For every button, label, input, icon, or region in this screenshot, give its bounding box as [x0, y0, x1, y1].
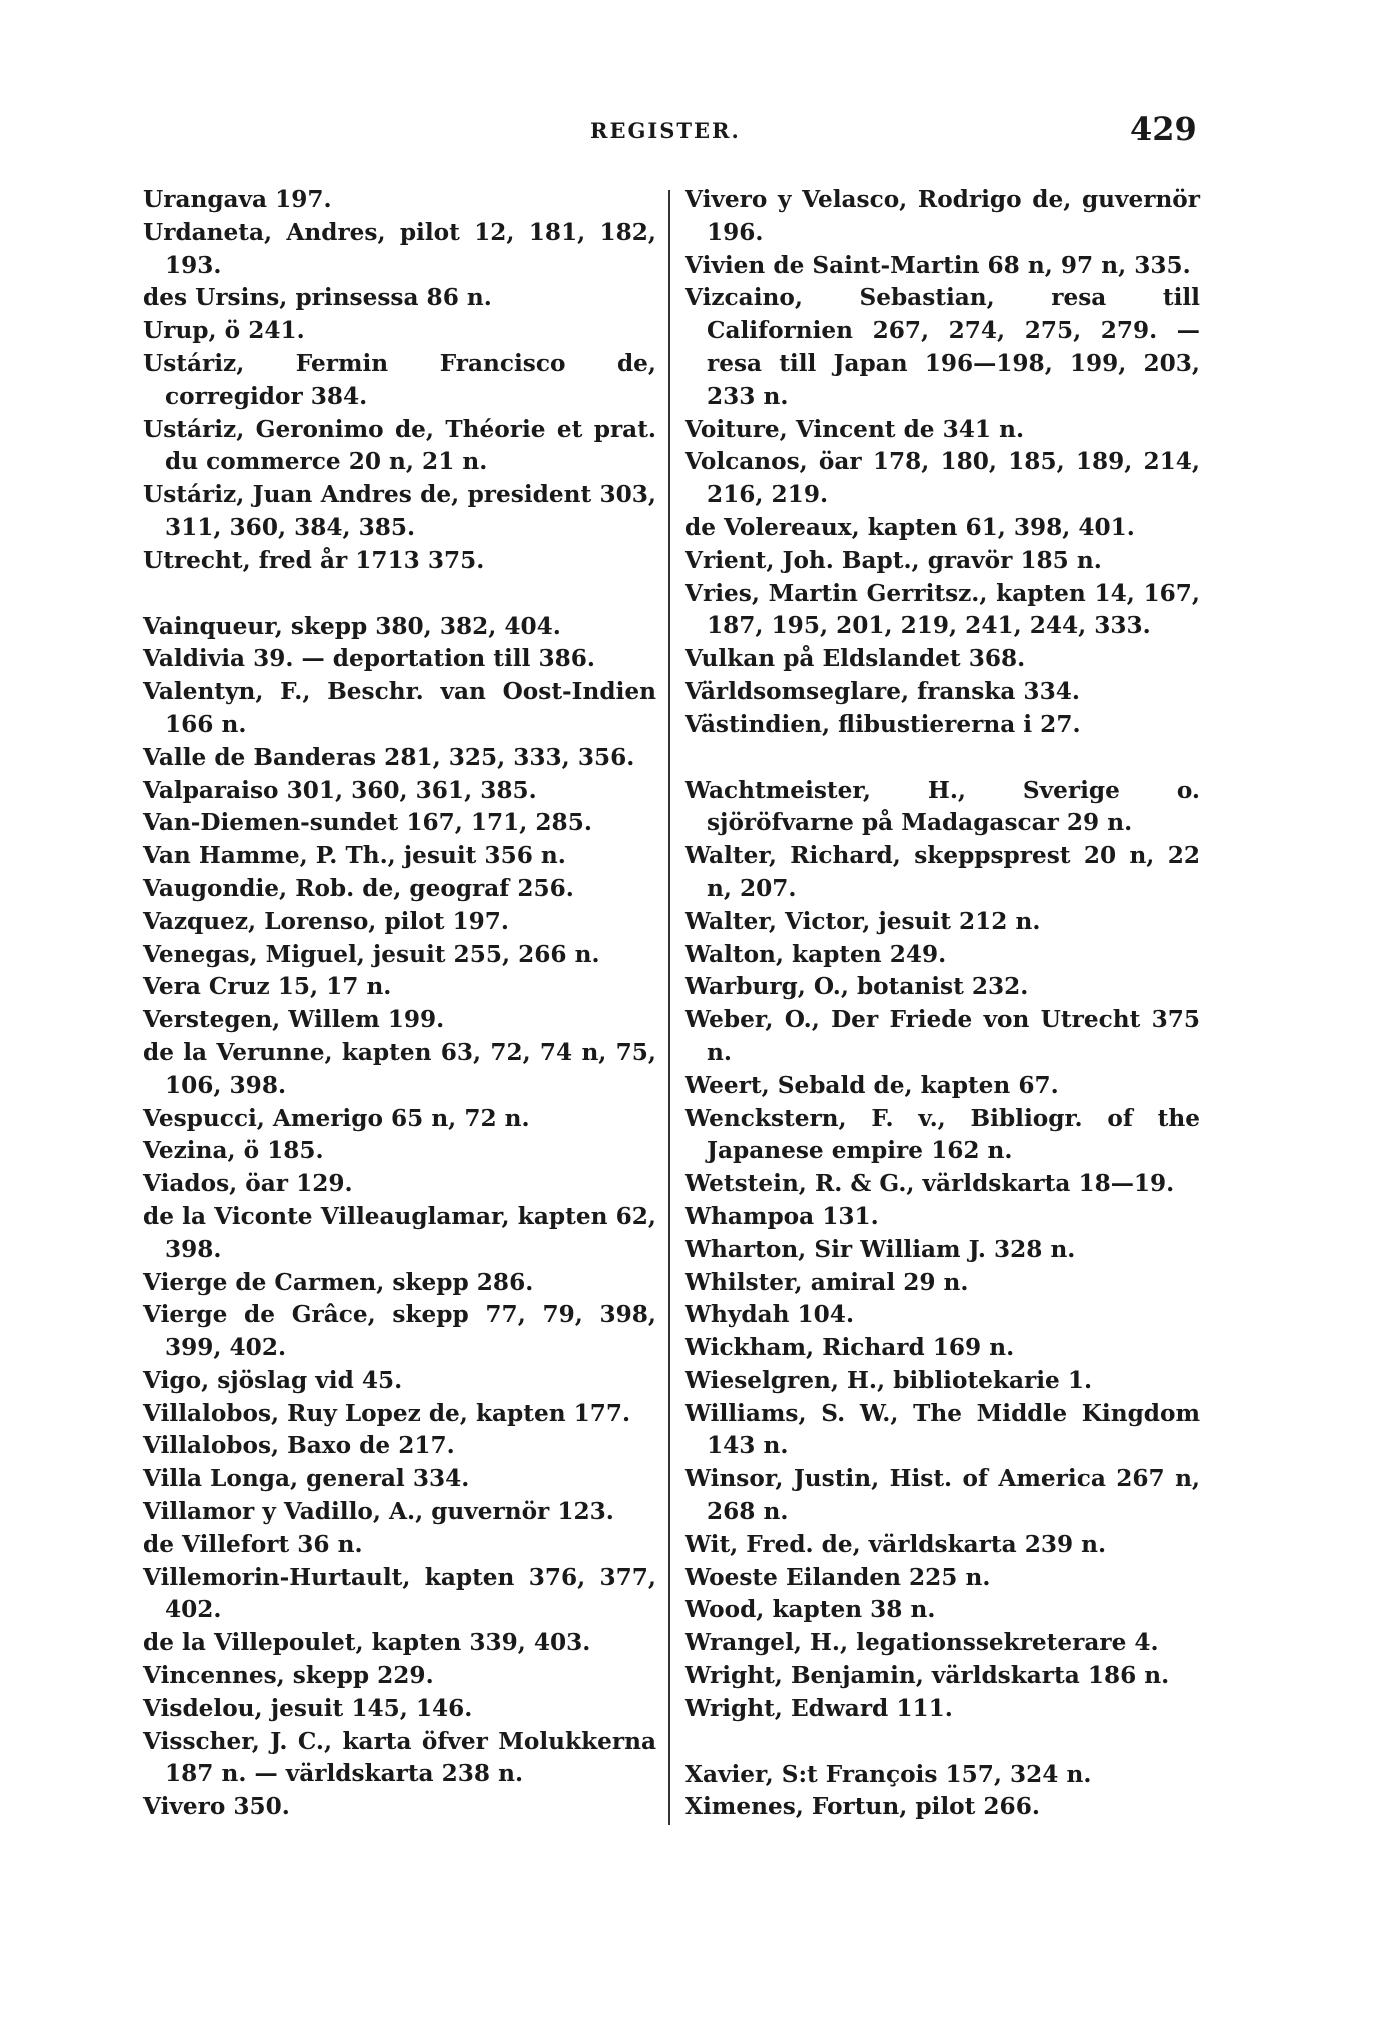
running-head: REGISTER.	[590, 118, 741, 143]
index-entry: de la Villepoulet, kapten 339, 403.	[143, 1629, 591, 1657]
index-entry: Visdelou, jesuit 145, 146.	[143, 1694, 473, 1722]
index-entry: Wetstein, R. & G., världskarta 18—19.	[685, 1170, 1175, 1198]
index-entry: Utrecht, fred år 1713 375.	[143, 546, 485, 574]
index-entry: Whydah 104.	[685, 1301, 855, 1329]
section-gap	[143, 578, 656, 611]
index-group-v	[143, 611, 656, 1824]
index-entry: Valdivia 39. — deportation till 386.	[143, 645, 595, 673]
index-entry: Villa Longa, general 334.	[143, 1465, 470, 1493]
index-column-left	[143, 184, 656, 1824]
index-entry: Urup, ö 241.	[143, 317, 305, 345]
index-entry: Valentyn, F., Beschr. van Oost-Indien 166 n.	[143, 678, 656, 738]
index-entry: Voiture, Vincent de 341 n.	[685, 415, 1025, 443]
index-entry: Ustáriz, Fermin Francisco de, corregidor 384.	[143, 349, 656, 410]
index-entry: Wharton, Sir William J. 328 n.	[685, 1235, 1076, 1263]
section-gap	[685, 1726, 1200, 1759]
index-entry: Van-Diemen-sundet 167, 171, 285.	[143, 809, 592, 837]
index-entry: Venegas, Miguel, jesuit 255, 266 n.	[143, 940, 600, 968]
index-entry: Walter, Victor, jesuit 212 n.	[685, 907, 1041, 935]
index-entry: Urdaneta, Andres, pilot 12, 181, 182, 193.	[143, 218, 656, 279]
index-entry: Vulkan på Eldslandet 368.	[685, 645, 1026, 673]
index-entry: Vaugondie, Rob. de, geograf 256.	[143, 874, 574, 902]
index-entry: Vespucci, Amerigo 65 n, 72 n.	[143, 1104, 530, 1132]
index-entry: Wrangel, H., legationssekreterare 4.	[685, 1629, 1159, 1657]
index-entry: Vivero 350.	[143, 1793, 290, 1821]
index-entry: Vigo, sjöslag vid 45.	[143, 1366, 403, 1394]
index-column-right	[685, 184, 1200, 1824]
index-entry: Viados, öar 129.	[143, 1170, 353, 1198]
index-entry: Weert, Sebald de, kapten 67.	[685, 1071, 1059, 1099]
column-divider	[668, 190, 670, 1825]
index-entry: Wood, kapten 38 n.	[685, 1596, 936, 1624]
index-entry: Ustáriz, Juan Andres de, president 303, 311, 360, 384, 385.	[143, 481, 656, 541]
index-entry: Weber, O., Der Friede von Utrecht 375 n.	[685, 1006, 1200, 1066]
index-entry: Whampoa 131.	[685, 1202, 879, 1230]
index-entry: Villalobos, Baxo de 217.	[143, 1432, 455, 1460]
index-entry: Villamor y Vadillo, A., guvernör 123.	[143, 1498, 614, 1526]
index-entry: Vincennes, skepp 229.	[143, 1662, 434, 1690]
index-entry: Vazquez, Lorenso, pilot 197.	[143, 907, 510, 935]
index-entry: Vezina, ö 185.	[143, 1137, 324, 1165]
index-entry: Vivero y Velasco, Rodrigo de, guvernör 196.	[685, 186, 1200, 246]
page-number: 429	[1130, 110, 1197, 148]
index-entry: Warburg, O., botanist 232.	[685, 973, 1029, 1001]
index-entry: Vizcaino, Sebastian, resa till Californien 267, 274, 275, 279. — resa till Japan 196—198, 199, 203, 233 n.	[685, 284, 1200, 410]
index-entry: de Volereaux, kapten 61, 398, 401.	[685, 513, 1135, 541]
index-entry: Wickham, Richard 169 n.	[685, 1334, 1015, 1362]
index-entry: Villalobos, Ruy Lopez de, kapten 177.	[143, 1399, 631, 1427]
index-entry: Vivien de Saint-Martin 68 n, 97 n, 335.	[685, 251, 1191, 279]
index-entry: Valle de Banderas 281, 325, 333, 356.	[143, 743, 635, 771]
index-entry: Volcanos, öar 178, 180, 185, 189, 214, 216, 219.	[685, 448, 1200, 509]
index-entry: Visscher, J. C., karta öfver Molukkerna 187 n. — världskarta 238 n.	[143, 1727, 656, 1788]
index-entry: Whilster, amiral 29 n.	[685, 1268, 969, 1296]
index-entry: Winsor, Justin, Hist. of America 267 n, 268 n.	[685, 1465, 1200, 1526]
index-entry: Wenckstern, F. v., Bibliogr. of the Japanese empire 162 n.	[685, 1104, 1200, 1165]
index-entry: Vrient, Joh. Bapt., gravör 185 n.	[685, 546, 1102, 574]
index-entry: Verstegen, Willem 199.	[143, 1006, 445, 1034]
index-entry: Williams, S. W., The Middle Kingdom 143 n.	[685, 1399, 1200, 1460]
index-entry: de la Verunne, kapten 63, 72, 74 n, 75, 106, 398.	[143, 1038, 656, 1099]
index-entry: Wright, Edward 111.	[685, 1694, 953, 1722]
index-entry: Ximenes, Fortun, pilot 266.	[685, 1793, 1040, 1821]
index-entry: Valparaiso 301, 360, 361, 385.	[143, 776, 537, 804]
index-entry: Vries, Martin Gerritsz., kapten 14, 167, 187, 195, 201, 219, 241, 244, 333.	[685, 579, 1200, 640]
page-header	[0, 110, 1400, 148]
index-entry: Walton, kapten 249.	[685, 940, 947, 968]
index-entry: Wachtmeister, H., Sverige o. sjöröfvarne på Madagascar 29 n.	[685, 776, 1200, 837]
index-group-v	[685, 184, 1200, 742]
index-entry: Walter, Richard, skeppsprest 20 n, 22 n, 207.	[685, 842, 1200, 902]
index-group-w	[685, 775, 1200, 1726]
section-gap	[685, 742, 1200, 775]
index-entry: Van Hamme, P. Th., jesuit 356 n.	[143, 842, 566, 870]
index-entry: Woeste Eilanden 225 n.	[685, 1563, 991, 1591]
index-entry: Världsomseglare, franska 334.	[685, 677, 1080, 705]
index-entry: Vera Cruz 15, 17 n.	[143, 973, 392, 1001]
index-entry: de Villefort 36 n.	[143, 1530, 363, 1558]
index-entry: Urangava 197.	[143, 186, 332, 213]
index-group-u	[143, 184, 656, 578]
index-entry: des Ursins, prinsessa 86 n.	[143, 284, 492, 312]
index-entry: Ustáriz, Geronimo de, Théorie et prat. du commerce 20 n, 21 n.	[143, 415, 656, 476]
index-entry: Xavier, S:t François 157, 324 n.	[685, 1760, 1092, 1788]
index-entry: Vierge de Carmen, skepp 286.	[143, 1268, 534, 1296]
index-entry: Wieselgren, H., bibliotekarie 1.	[685, 1366, 1093, 1394]
index-entry: Vierge de Grâce, skepp 77, 79, 398, 399, 402.	[143, 1301, 656, 1362]
index-entry: Vainqueur, skepp 380, 382, 404.	[143, 612, 561, 640]
index-entry: Västindien, flibustiererna i 27.	[685, 710, 1081, 738]
index-entry: Villemorin-Hurtault, kapten 376, 377, 402.	[143, 1563, 656, 1624]
index-entry: Wright, Benjamin, världskarta 186 n.	[685, 1662, 1170, 1690]
index-group-x	[685, 1759, 1200, 1825]
index-entry: Wit, Fred. de, världskarta 239 n.	[685, 1530, 1107, 1558]
index-entry: de la Viconte Villeauglamar, kapten 62, 398.	[143, 1202, 656, 1263]
